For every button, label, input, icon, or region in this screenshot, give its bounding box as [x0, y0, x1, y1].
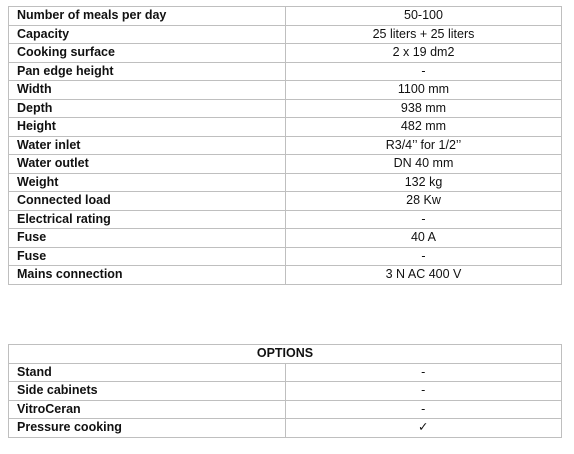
option-value: - — [285, 400, 562, 419]
spec-label: Pan edge height — [9, 62, 286, 81]
table-row — [9, 400, 562, 419]
table-row — [9, 363, 562, 382]
option-label: Side cabinets — [9, 382, 286, 401]
spec-value: - — [286, 247, 562, 266]
spec-label: Water inlet — [9, 136, 286, 155]
option-value: - — [285, 363, 562, 382]
spec-label: Capacity — [9, 25, 286, 44]
option-value: - — [285, 382, 562, 401]
spec-label: Height — [9, 118, 286, 137]
table-row — [9, 173, 562, 192]
spec-label: Connected load — [9, 192, 286, 211]
options-header-row — [9, 345, 562, 364]
spec-label: Number of meals per day — [9, 7, 286, 26]
spec-value: DN 40 mm — [286, 155, 562, 174]
option-label: VitroCeran — [9, 400, 286, 419]
table-row — [9, 155, 562, 174]
spec-label: Electrical rating — [9, 210, 286, 229]
spec-value: 3 N AC 400 V — [286, 266, 562, 285]
spec-label: Mains connection — [9, 266, 286, 285]
spec-value: 25 liters + 25 liters — [286, 25, 562, 44]
spec-value: 1100 mm — [286, 81, 562, 100]
table-row — [9, 136, 562, 155]
table-row — [9, 382, 562, 401]
spec-value: 938 mm — [286, 99, 562, 118]
table-row — [9, 210, 562, 229]
spec-value: 482 mm — [286, 118, 562, 137]
options-table — [8, 344, 562, 438]
spec-label: Width — [9, 81, 286, 100]
spec-label: Fuse — [9, 229, 286, 248]
table-row — [9, 192, 562, 211]
spec-value: R3/4’’ for 1/2’’ — [286, 136, 562, 155]
spec-value: 50-100 — [286, 7, 562, 26]
spec-value: - — [286, 62, 562, 81]
table-row — [9, 25, 562, 44]
table-row — [9, 62, 562, 81]
table-row — [9, 7, 562, 26]
spec-label: Weight — [9, 173, 286, 192]
spec-label: Depth — [9, 99, 286, 118]
options-title: OPTIONS — [9, 345, 562, 364]
option-label: Pressure cooking — [9, 419, 286, 438]
table-row — [9, 419, 562, 438]
checkmark-icon: ✓ — [285, 419, 562, 438]
spec-value: 28 Kw — [286, 192, 562, 211]
spec-label: Water outlet — [9, 155, 286, 174]
spec-value: 40 A — [286, 229, 562, 248]
spec-value: 2 x 19 dm2 — [286, 44, 562, 63]
table-row — [9, 44, 562, 63]
table-row — [9, 247, 562, 266]
table-row — [9, 229, 562, 248]
table-row — [9, 118, 562, 137]
table-row — [9, 266, 562, 285]
spec-label: Cooking surface — [9, 44, 286, 63]
spec-label: Fuse — [9, 247, 286, 266]
table-row — [9, 99, 562, 118]
spec-value: - — [286, 210, 562, 229]
spec-value: 132 kg — [286, 173, 562, 192]
specs-table — [8, 6, 562, 285]
table-row — [9, 81, 562, 100]
option-label: Stand — [9, 363, 286, 382]
